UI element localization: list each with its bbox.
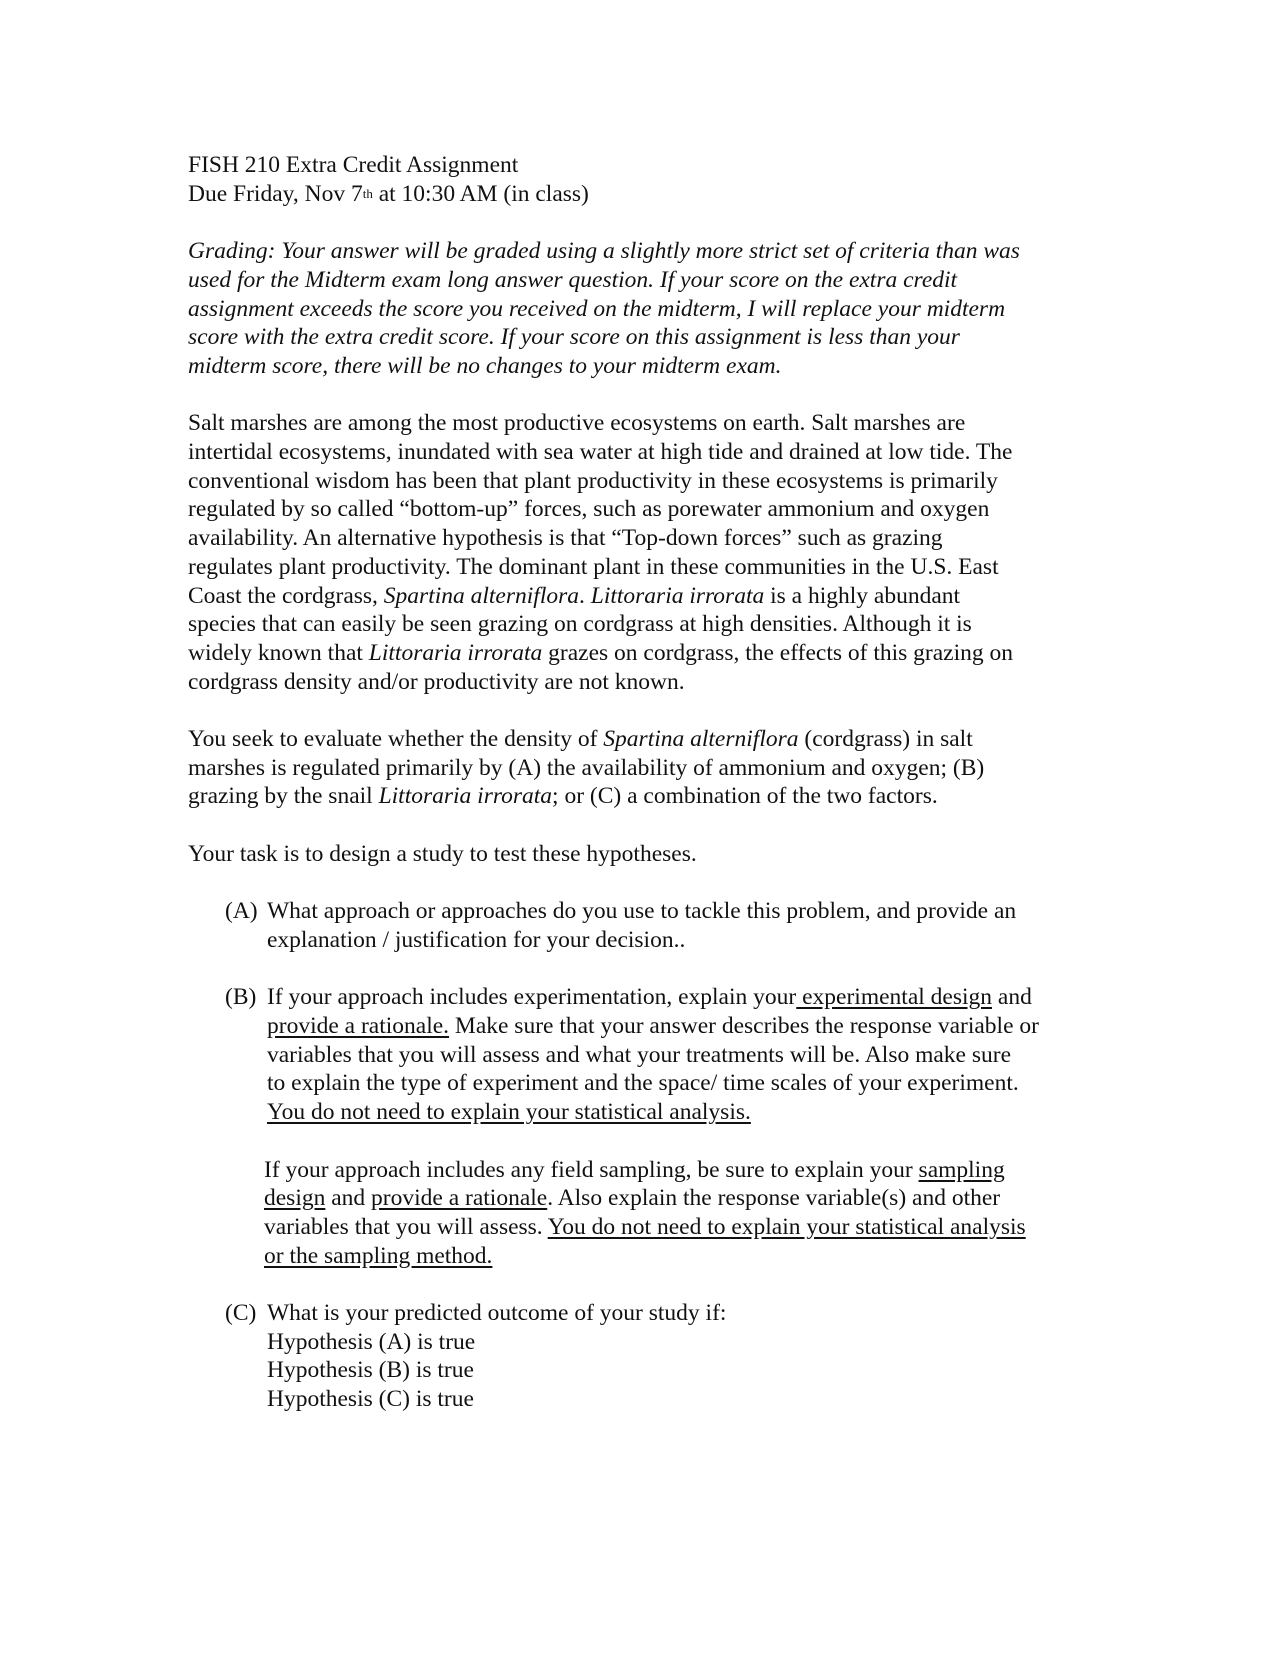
species-name: Littoraria irrorata [368, 639, 543, 666]
assignment-title: FISH 210 Extra Credit Assignment [188, 152, 519, 178]
underlined-text: experimental design [796, 984, 993, 1011]
question-a: (A) What approach or approaches do you use to tackle this problem, and provide an explanation / justification for your decision.. [225, 898, 1017, 953]
due-date: Due Friday, Nov 7th at 10:30 AM (in class) [188, 180, 589, 207]
underlined-text: or the sampling method. [264, 1242, 493, 1269]
underlined-text: provide a rationale. [267, 1013, 450, 1039]
grading-paragraph: Grading: Your answer will be graded using a slightly more strict set of criteria than was used for the Midterm exam long answer question. If your score on the extra credit assignment exceeds the score you received on the midterm, I will replace your midterm score with the extra credit score. If your score on this assignment is less than your midterm score, there will be no changes to your midterm exam. [188, 238, 1020, 379]
outcome-line: Hypothesis (C) is true [267, 1386, 474, 1413]
ordinal-suffix: th [362, 185, 373, 201]
underlined-text: You do not need to explain your statistical analysis [547, 1213, 1026, 1240]
outcome-line: Hypothesis (B) is true [267, 1357, 474, 1384]
question-b: (B) If your approach includes experimentation, explain your experimental design and provide a rationale. Make sure that your answer describes the response variable or variables that you will assess and what your treatments will be. Also make sure to explain the type of experiment and the space/ time scales of your experiment. You do not need to explain your statistical analysis. [188, 983, 1108, 1127]
species-name: Littoraria irrorata [378, 783, 553, 810]
underlined-text: sampling [918, 1156, 1005, 1183]
species-name: Littoraria irrorata [590, 582, 765, 609]
task-statement: Your task is to design a study to test these hypotheses. [188, 840, 697, 867]
underlined-text: provide a rationale [371, 1185, 548, 1212]
outcome-line: Hypothesis (A) is true [267, 1328, 476, 1355]
question-label: (B) [225, 984, 257, 1011]
hypotheses-paragraph: You seek to evaluate whether the density of Spartina alterniflora (cordgrass) in salt marshes is regulated primarily by (A) the availability of ammonium and oxygen; (B) grazing by the snail Littoraria irrorata; or (C) a combination of the two factors. [188, 726, 985, 810]
species-name: Spartina alterniflora [603, 726, 799, 753]
underlined-text: You do not need to explain your statistical analysis. [267, 1099, 751, 1126]
document-body [188, 151, 1108, 1414]
question-c: (C) What is your predicted outcome of your study if: Hypothesis (A) is true Hypothesis (B) is true Hypothesis (C) is true [188, 1299, 1108, 1414]
underlined-text: design [264, 1185, 326, 1212]
field-sampling-paragraph: If your approach includes any field sampling, be sure to explain your sampling design and provide a rationale. Also explain the response variable(s) and other variables that you will assess. You do not need to explain your statistical analysis or the sampling method. [188, 1156, 1108, 1271]
intro-paragraph: Salt marshes are among the most productive ecosystems on earth. Salt marshes are intertidal ecosystems, inundated with sea water at high tide and drained at low tide. The conventional wisdom has been that plant productivity in these ecosystems is primarily regulated by so called “bottom-up” forces, such as porewater ammonium and oxygen availability. An alternative hypothesis is that “Top-down forces” such as grazing regulates plant productivity. The dominant plant in these communities in the U.S. East Coast the cordgrass, Spartina alterniflora. Littoraria irrorata is a highly abundant species that can easily be seen grazing on cordgrass at high densities. Although it is widely known that Littoraria irrorata grazes on cordgrass, the effects of this grazing on cordgrass density and/or productivity are not known. [188, 410, 1013, 695]
question-label: (A) [225, 898, 258, 925]
species-name: Spartina alterniflora [383, 582, 579, 609]
question-label: (C) [225, 1300, 257, 1326]
